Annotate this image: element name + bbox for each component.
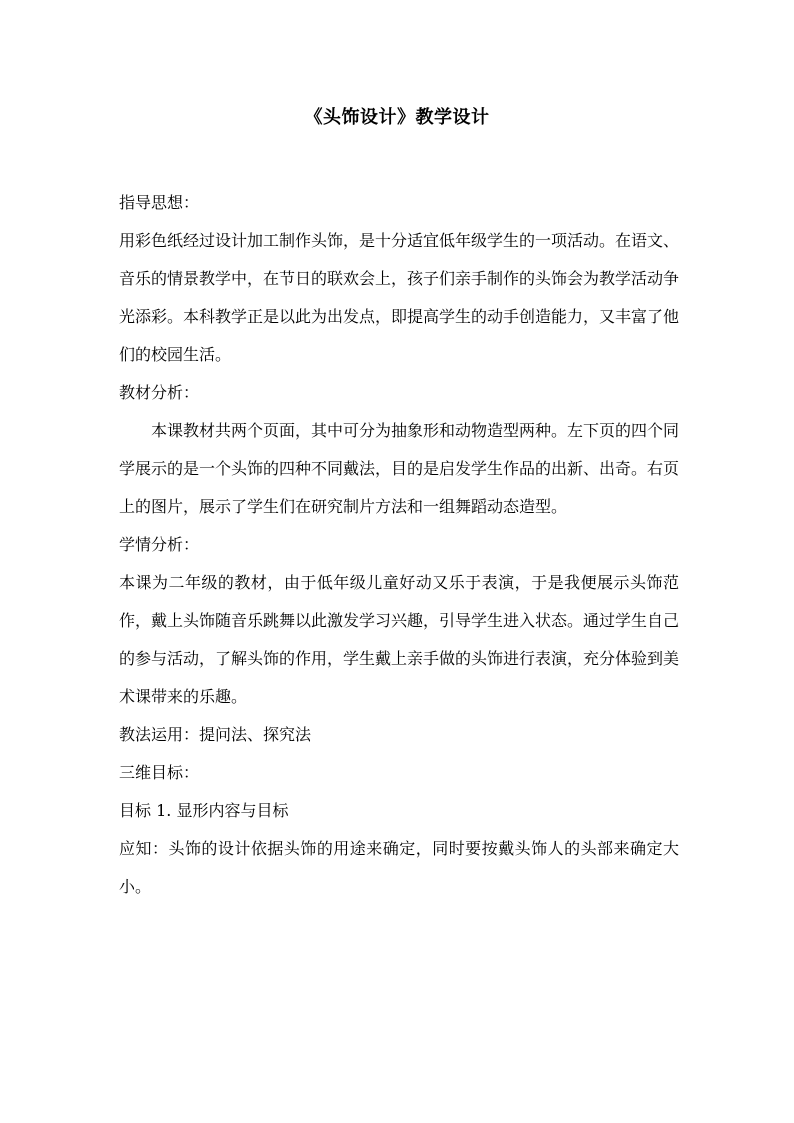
heading-goal-1: 目标 1. 显形内容与目标 [119,801,289,820]
heading-teaching-methods: 教法运用：提问法、探究法 [119,725,312,744]
heading-three-dimensional-goals: 三维目标： [119,763,200,782]
heading-guiding-thought: 指导思想： [119,193,200,212]
document-title: 《头饰设计》教学设计 [304,107,490,128]
document-body [119,184,679,906]
paragraph-guiding-thought: 用彩色纸经过设计加工制作头饰，是十分适宜低年级学生的一项活动。在语文、音乐的情景教学中，在节日的联欢会上，孩子们亲手制作的头饰会为教学活动争光添彩。本科教学正是以此为出发点，即提高学生的动手创造能力，又丰富了他们的校园生活。 [119,231,680,364]
heading-student-analysis: 学情分析： [119,535,200,554]
paragraph-should-know: 应知：头饰的设计依据头饰的用途来确定，同时要按戴头饰人的头部来确定大小。 [119,839,679,896]
paragraph-student-analysis: 本课为二年级的教材，由于低年级儿童好动又乐于表演，于是我便展示头饰范作，戴上头饰随音乐跳舞以此激发学习兴趣，引导学生进入状态。通过学生自己的参与活动，了解头饰的作用，学生戴上亲手做的头饰进行表演，充分体验到美术课带来的乐趣。 [119,573,680,706]
heading-textbook-analysis: 教材分析： [119,383,200,402]
paragraph-textbook-analysis: 本课教材共两个页面，其中可分为抽象形和动物造型两种。左下页的四个同学展示的是一个头饰的四种不同戴法，目的是启发学生作品的出新、出奇。右页上的图片，展示了学生们在研究制片方法和一组舞蹈动态造型。 [119,421,680,516]
